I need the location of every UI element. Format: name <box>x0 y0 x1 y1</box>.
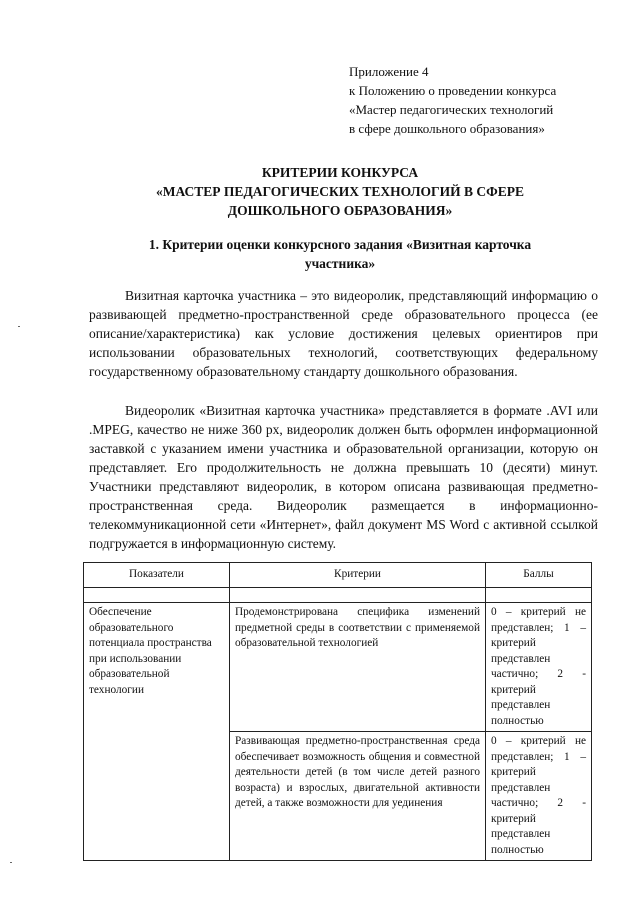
appendix-line: «Мастер педагогических технологий <box>349 102 554 117</box>
section-heading-line: 1. Критерии оценки конкурсного задания «Визитная карточка <box>148 237 532 252</box>
spacer-cell <box>486 588 592 603</box>
spacer-cell <box>84 588 230 603</box>
header-indicators: Показатели <box>84 563 230 588</box>
criterion-cell: Продемонстрирована специфика изменений предметной среды в соответствии с применяемой образовательной технологией <box>230 603 486 732</box>
title-line: КРИТЕРИИ КОНКУРСА <box>261 165 419 180</box>
appendix-note <box>349 62 609 138</box>
criterion-cell: Развивающая предметно-пространственная среда обеспечивает возможность общения и совместной деятельности детей (в том числе детей разного возраста) и взрослых, двигательной активности детей, а также возможности для уединения <box>230 732 486 861</box>
appendix-line: в сфере дошкольного образования» <box>349 121 545 136</box>
document-title <box>90 163 590 220</box>
header-scores: Баллы <box>486 563 592 588</box>
section-heading <box>100 235 580 273</box>
paragraph-video-requirements: Видеоролик «Визитная карточка участника» представляется в формате .AVI или .MPEG, качество не ниже 360 px, видеоролик должен быть оформлен информационной заставкой с указанием имени участника и образовательной организации, которую он представляет. Его продолжительность не должна превышать 10 (десяти) минут. Участники представляют видеоролик, в котором описана развивающая предметно-пространственная среда. Видеоролик размещается в информационно-телекоммуникационной сети «Интернет», файл документ MS Word с активной ссылкой подгружается в информационную систему. <box>89 403 598 551</box>
criteria-table <box>83 562 592 861</box>
score-cell: 0 – критерий не представлен; 1 – критерий представлен частично; 2 - критерий представлен полностью <box>486 603 592 732</box>
header-criteria: Критерии <box>230 563 486 588</box>
table-row <box>84 603 592 732</box>
title-line: ДОШКОЛЬНОГО ОБРАЗОВАНИЯ» <box>227 203 453 218</box>
table-header-row <box>84 563 592 588</box>
scan-mark <box>18 326 20 327</box>
indicator-cell: Обеспечение образовательного потенциала пространства при использовании образовательной технологии <box>84 603 230 861</box>
title-line: «МАСТЕР ПЕДАГОГИЧЕСКИХ ТЕХНОЛОГИЙ В СФЕРЕ <box>155 184 524 199</box>
appendix-line: Приложение 4 <box>349 64 429 79</box>
section-heading-line: участника» <box>304 256 376 271</box>
scan-mark <box>10 862 12 863</box>
paragraph-business-card: Визитная карточка участника – это видеоролик, представляющий информацию о развивающей предметно-пространственной среде образовательного процесса (ее описание/характеристика) как условие достижения целевых ориентиров при использовании образовательных технологий, соответствующих федеральному государственному образовательному стандарту дошкольного образования. <box>89 288 598 379</box>
spacer-cell <box>230 588 486 603</box>
appendix-line: к Положению о проведении конкурса <box>349 83 557 98</box>
table-spacer-row <box>84 588 592 603</box>
score-cell: 0 – критерий не представлен; 1 – критерий представлен частично; 2 - критерий представлен полностью <box>486 732 592 861</box>
